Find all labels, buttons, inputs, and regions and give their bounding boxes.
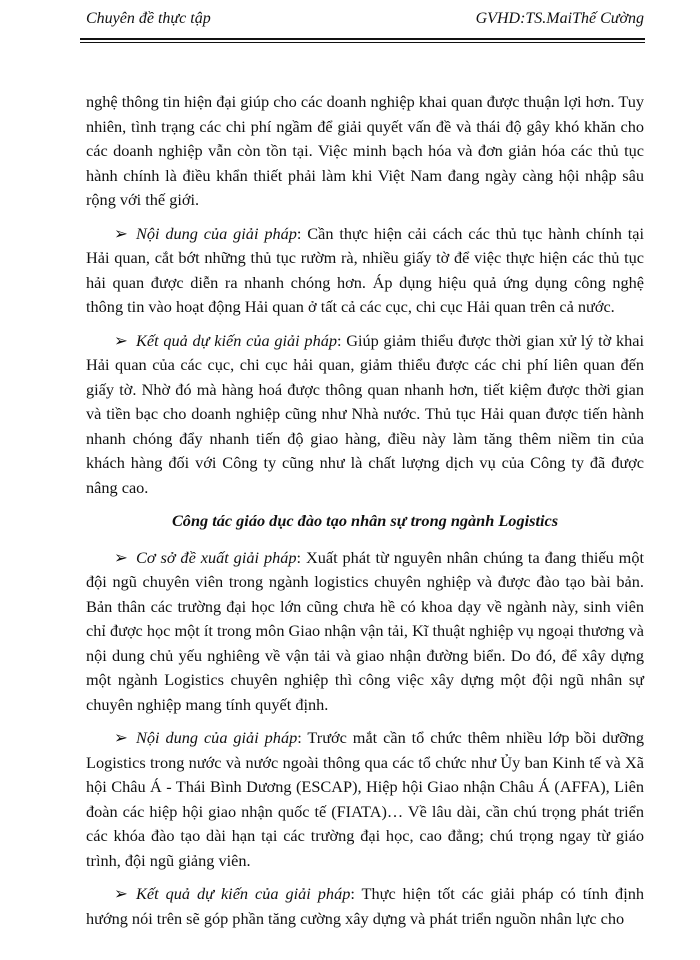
paragraph-lead: Nội dung của giải pháp xyxy=(136,223,297,243)
paragraph-text: : Giúp giảm thiểu được thời gian xử lý tờ khai Hải quan của các cục, chi cục hải quan, giảm thiểu được các chi phí liên quan đến giấy tờ. Nhờ đó mà hàng hoá được thông quan nhanh hơn, tiết kiệm được thời gian và tiền bạc cho doanh nghiệp cũng như Nhà nước. Thủ tục Hải quan được tiến hành nhanh chóng đẩy nhanh tiến độ giao hàng, điều này làm tăng thêm niềm tin của khách hàng đối với Công ty cũng như là chất lượng dịch vụ của Công ty đã được nâng cao. xyxy=(86,330,644,497)
section-heading: Công tác giáo dục đào tạo nhân sự trong ngành Logistics xyxy=(171,511,559,530)
header-rule xyxy=(80,38,645,40)
paragraph-lead: Kết quả dự kiến của giải pháp xyxy=(136,330,337,350)
arrow-bullet-icon: ➢ xyxy=(114,547,128,567)
arrow-bullet-icon: ➢ xyxy=(114,884,128,903)
paragraph-text: : Cần thực hiện cải cách các thủ tục hành chính tại Hải quan, cắt bớt những thủ tục rườm rà, nhiều giấy tờ để việc thực hiện các thủ tục hải quan được diễn ra nhanh chóng hơn. Áp dụng hiệu quả ứng dụng công nghệ thông tin vào hoạt động Hải quan ở tất cả các cục, chi cục Hải quan trên cả nước. xyxy=(86,223,644,316)
paragraph-solution-content-2 xyxy=(86,726,644,873)
paragraph-lead: Kết quả dự kiến của giải pháp xyxy=(136,884,351,903)
arrow-bullet-icon: ➢ xyxy=(114,728,128,747)
arrow-bullet-icon: ➢ xyxy=(114,330,128,350)
paragraph-basis xyxy=(86,546,644,718)
paragraph-expected-result xyxy=(86,329,644,501)
header-rule-thin xyxy=(80,42,645,43)
paragraph-lead: Cơ sở đề xuất giải pháp xyxy=(136,547,297,567)
paragraph-lead: Nội dung của giải pháp xyxy=(136,728,298,747)
paragraph-text: : Thực hiện tốt các giải pháp có tính định hướng nói trên sẽ góp phần tăng cường xây dựng và phát triển nguồn nhân lực cho xyxy=(86,884,644,928)
paragraph-intro: nghệ thông tin hiện đại giúp cho các doanh nghiệp khai quan được thuận lợi hơn. Tuy nhiên, tình trạng các chi phí ngầm để giải quyết vấn đề và thái độ gây khó khăn cho các doanh nghiệp vẫn còn tồn tại. Việc minh bạch hóa và đơn giản hóa các thủ tục hành chính là điều khẩn thiết phải làm khi Việt Nam đang ngày càng hội nhập sâu rộng với thế giới. xyxy=(86,92,644,209)
arrow-bullet-icon: ➢ xyxy=(114,223,128,243)
document-body xyxy=(86,90,644,940)
paragraph-text: : Xuất phát từ nguyên nhân chúng ta đang thiếu một đội ngũ chuyên viên trong ngành logistics chuyên nghiệp và được đào tạo bài bản. Bản thân các trường đại học lớn cũng chưa hề có khoa dạy về ngành này, sinh viên chỉ được học một ít trong môn Giao nhận vận tải, Kĩ thuật nghiệp vụ ngoại thương và nội dung chủ yếu nghiêng về vận tải và giao nhận đường biển. Do đó, để xây dựng một ngành Logistics chuyên nghiệp thì công việc xây dựng một đội ngũ nhân sự chuyên nghiệp mang tính quyết định. xyxy=(86,547,645,714)
paragraph-text: : Trước mắt cần tổ chức thêm nhiều lớp bồi dưỡng Logistics trong nước và nước ngoài thông qua các tổ chức như Ủy ban Kinh tế và Xã hội Châu Á - Thái Bình Dương (ESCAP), Hiệp hội Giao nhận Châu Á (AFFA), Liên đoàn các hiệp hội giao nhận quốc tế (FIATA)… Về lâu dài, cần chú trọng phát triển các khóa đào tạo dài hạn tại các trường đại học, cao đẳng; chú trọng ngay từ giáo trình, đội ngũ giảng viên. xyxy=(86,728,645,870)
header-supervisor: GVHD:TS.MaiThế Cường xyxy=(475,10,644,27)
paragraph-expected-result-2 xyxy=(86,882,644,931)
header-title: Chuyên đề thực tập xyxy=(86,10,211,27)
paragraph-solution-content xyxy=(86,222,644,320)
